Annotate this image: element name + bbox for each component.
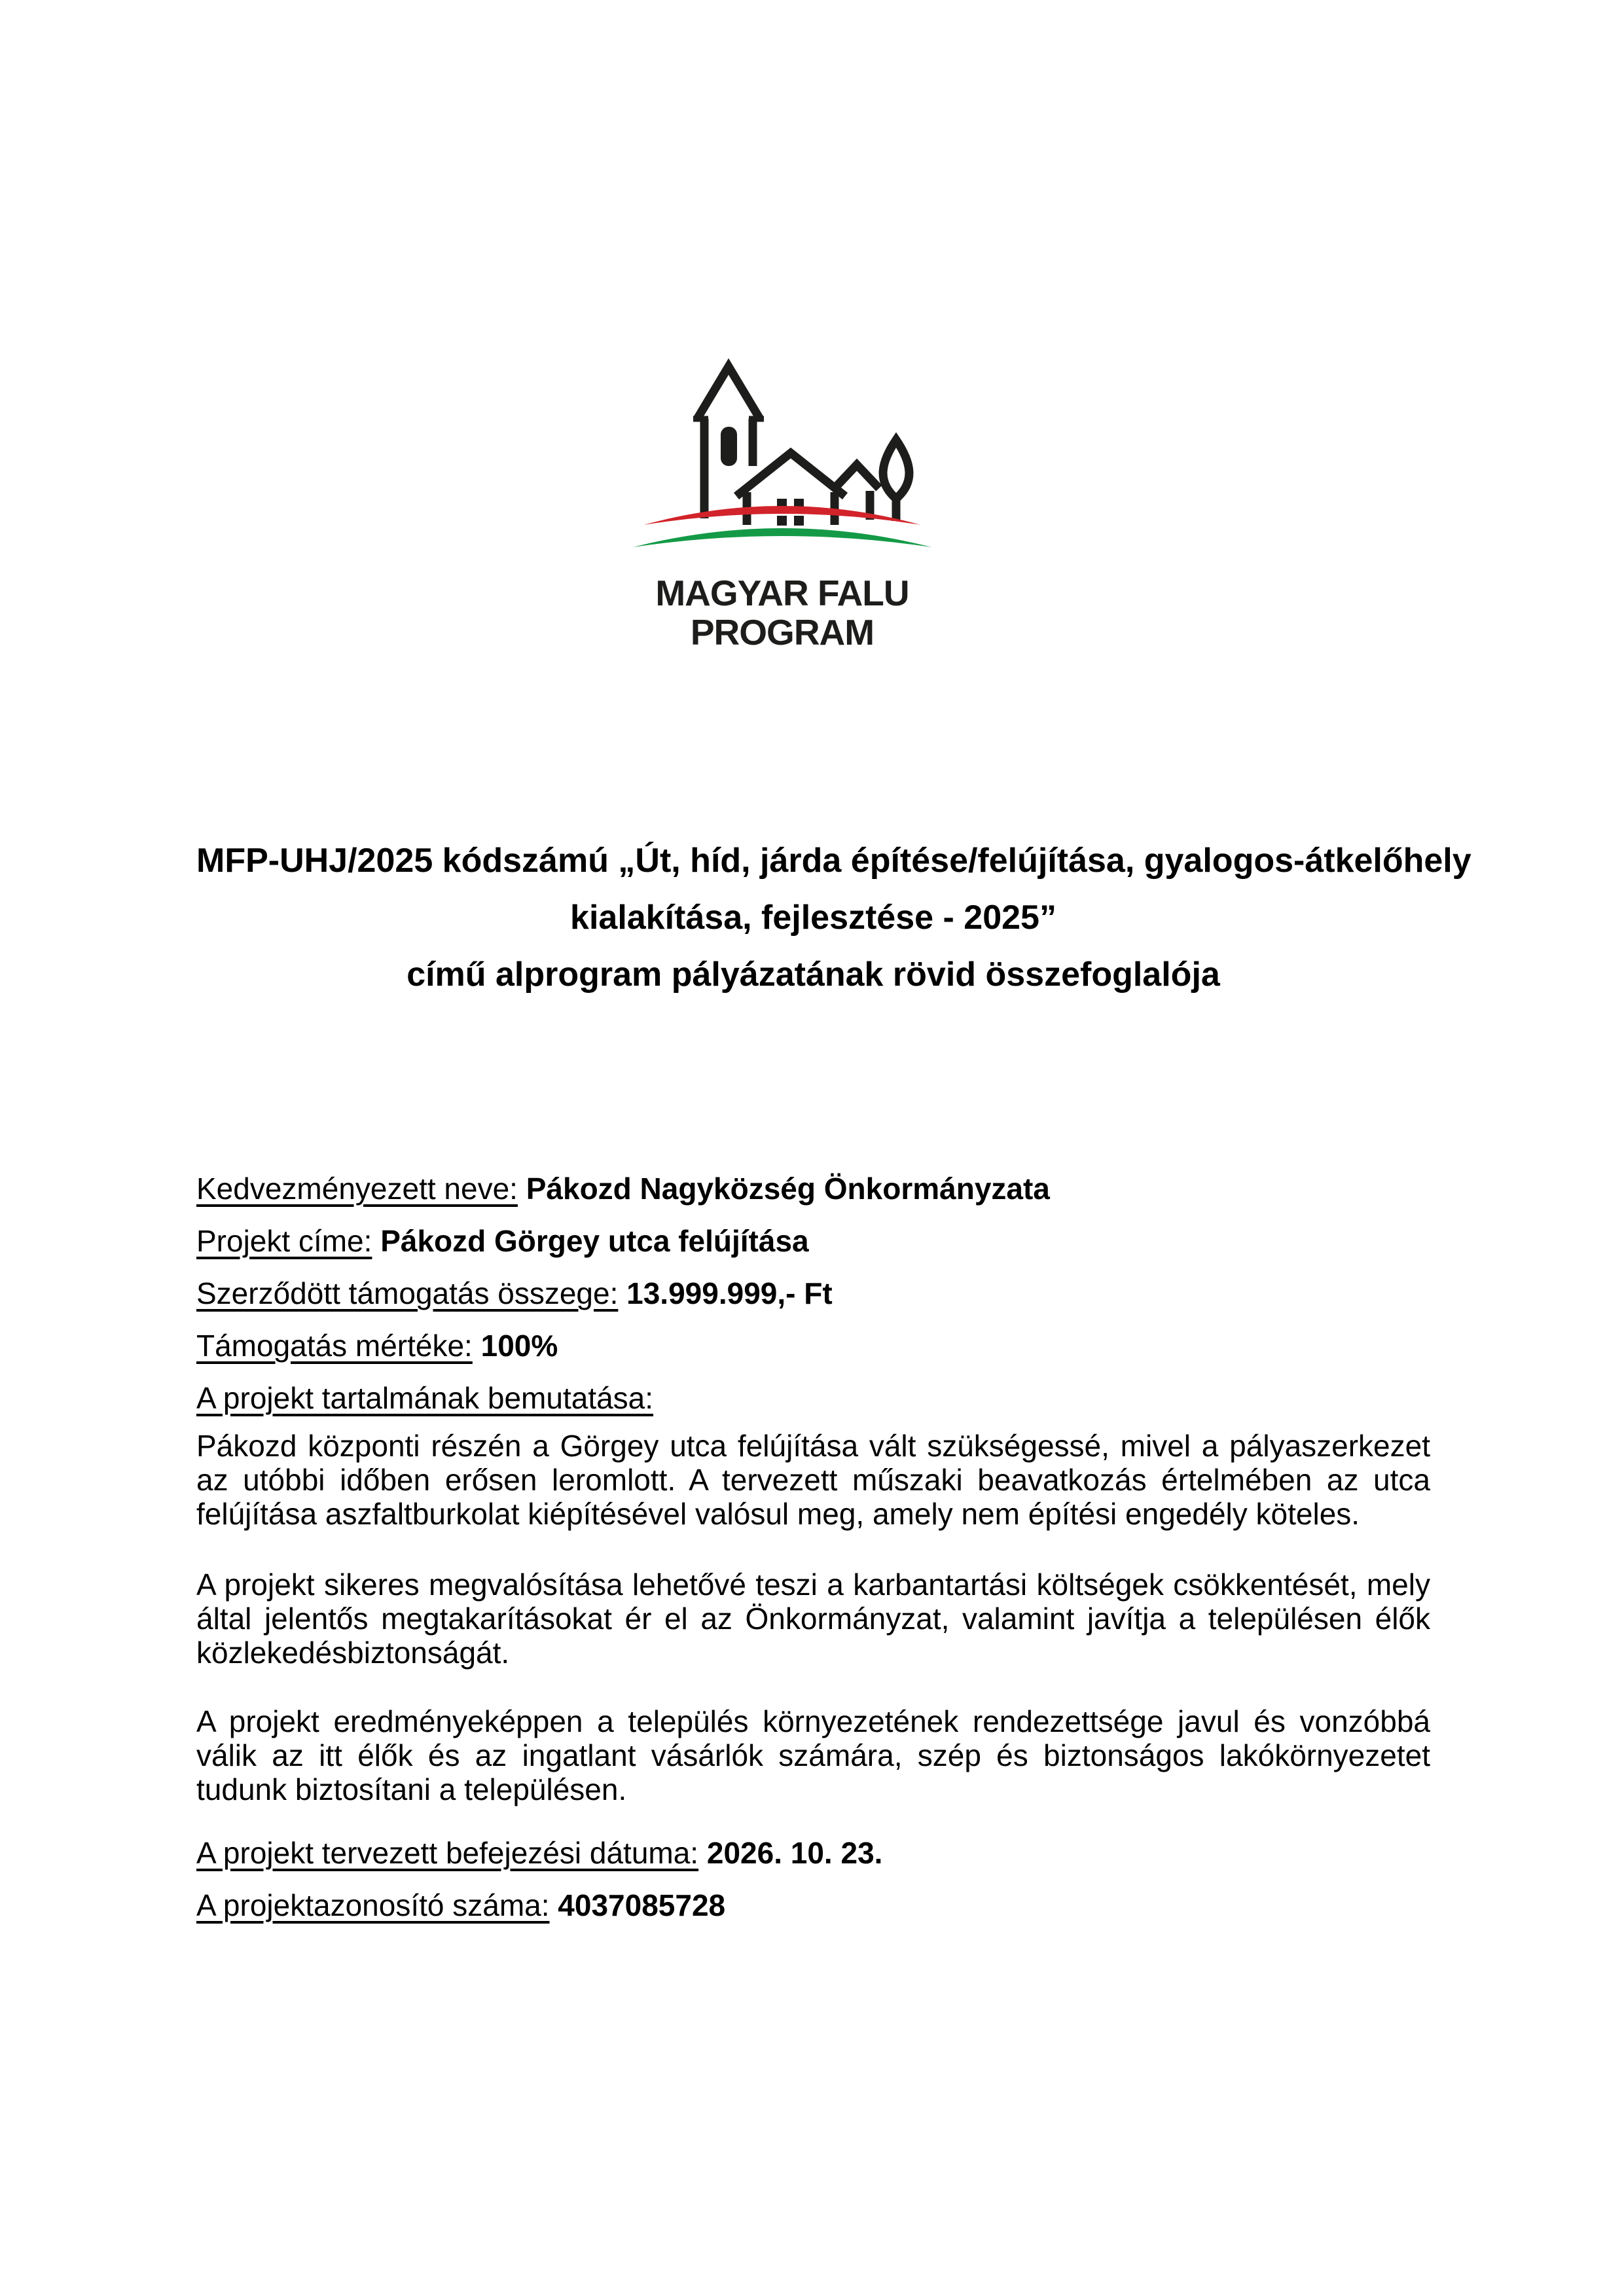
section-project-description-label: A projekt tartalmának bemutatása: xyxy=(196,1381,654,1415)
field-beneficiary xyxy=(196,1172,1430,1206)
village-logo-icon xyxy=(632,353,933,569)
church-tower-icon xyxy=(693,367,764,518)
field-grant-rate-value: 100% xyxy=(480,1329,558,1363)
magyar-falu-program-logo xyxy=(632,353,933,652)
title-line2: kialakítása, fejlesztése - 2025” xyxy=(570,899,1056,937)
document-body xyxy=(196,1172,1430,1922)
field-completion-date-label: A projekt tervezett befejezési dátuma: xyxy=(196,1836,699,1870)
field-project-id-label: A projektazonosító száma: xyxy=(196,1888,550,1922)
paragraph-1: Pákozd központi részén a Görgey utca felújítása vált szükségessé, mivel a pályaszerkezet az utóbbi időben erősen leromlott. A tervezett műszaki beavatkozás értelmében az utca felújítása aszfaltburkolat kiépítésével valósul meg, amely nem építési engedély köteles. xyxy=(196,1429,1430,1531)
document-title xyxy=(196,833,1471,1003)
field-beneficiary-value: Pákozd Nagyközség Önkormányzata xyxy=(526,1172,1050,1206)
field-project-id xyxy=(196,1888,1430,1922)
field-grant-rate xyxy=(196,1329,1430,1363)
field-grant-amount-label: Szerződött támogatás összege: xyxy=(196,1276,619,1310)
field-project-title xyxy=(196,1224,1430,1258)
tree-icon xyxy=(883,440,909,521)
field-project-id-value: 4037085728 xyxy=(558,1888,726,1922)
field-grant-rate-label: Támogatás mértéke: xyxy=(196,1329,473,1363)
field-grant-amount xyxy=(196,1276,1430,1310)
section-project-description xyxy=(196,1381,1430,1415)
field-project-title-label: Projekt címe: xyxy=(196,1224,372,1258)
paragraph-2: A projekt sikeres megvalósítása lehetővé teszi a karbantartási költségek csökkentését, mely által jelentős megtakarításokat ér el az Önkormányzat, valamint javítja a településen élők közlekedésbiztonságát. xyxy=(196,1568,1430,1670)
hill-arc-green xyxy=(633,528,931,547)
logo-text-line1: MAGYAR FALU xyxy=(655,573,909,613)
paragraph-3: A projekt eredményeképpen a település környezetének rendezettsége javul és vonzóbbá válik az itt élők és az ingatlant vásárlók számára, szép és biztonságos lakókörnyezetet tudunk biztosítani a településen. xyxy=(196,1704,1430,1806)
field-completion-date-value: 2026. 10. 23. xyxy=(706,1836,883,1870)
field-completion-date xyxy=(196,1836,1430,1870)
field-project-title-value: Pákozd Görgey utca felújítása xyxy=(380,1224,809,1258)
logo-text-line2: PROGRAM xyxy=(690,612,875,653)
field-beneficiary-label: Kedvezményezett neve: xyxy=(196,1172,518,1206)
title-line3: című alprogram pályázatának rövid összefoglalója xyxy=(406,956,1220,994)
title-line1: MFP-UHJ/2025 kódszámú „Út, híd, járda építése/felújítása, gyalogos-átkelőhely xyxy=(196,842,1471,880)
field-grant-amount-value: 13.999.999,- Ft xyxy=(626,1276,833,1310)
logo-wordmark xyxy=(632,573,933,652)
